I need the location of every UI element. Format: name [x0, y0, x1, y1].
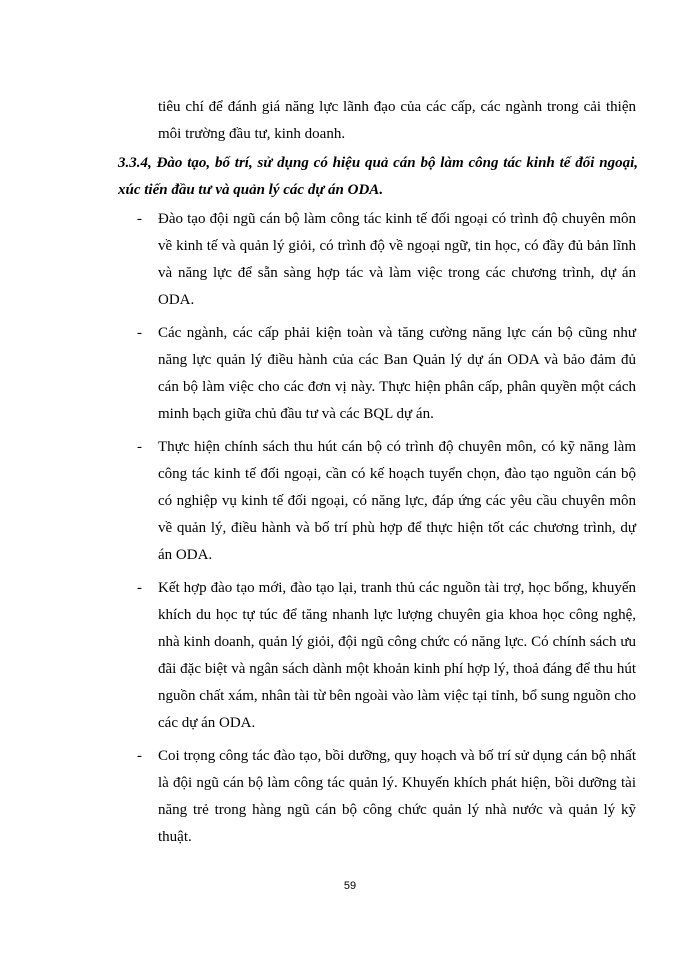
bullet-list	[0, 206, 700, 857]
list-item	[0, 434, 700, 569]
bullet-dash: -	[137, 748, 142, 764]
list-item-text: Thực hiện chính sách thu hút cán bộ có trình độ chuyên môn, có kỹ năng làm công tác kinh tế đối ngoại, cần có kế hoạch tuyển chọn, đào tạo nguồn cán bộ có nghiệp vụ kinh tế đối ngoại, có năng lực, đáp ứng các yêu cầu chuyên môn về quản lý, điều hành và bố trí phù hợp để thực hiện tốt các chương trình, dự án ODA.	[158, 439, 636, 563]
bullet-dash: -	[137, 580, 142, 596]
lead-paragraph: tiêu chí để đánh giá năng lực lãnh đạo của các cấp, các ngành trong cải thiện môi trường đầu tư, kinh doanh.	[158, 99, 636, 142]
list-item	[0, 743, 700, 851]
bullet-dash: -	[137, 325, 142, 341]
list-item	[0, 575, 700, 737]
list-item-text: Kết hợp đào tạo mới, đào tạo lại, tranh thủ các nguồn tài trợ, học bổng, khuyến khích du học tự túc để tăng nhanh lực lượng chuyên gia khoa học công nghệ, nhà kinh doanh, quản lý giỏi, đội ngũ công chức có năng lực. Có chính sách ưu đãi đặc biệt và ngân sách dành một khoản kinh phí hợp lý, thoả đáng để thu hút nguồn chất xám, nhân tài từ bên ngoài vào làm việc tại tỉnh, bổ sung nguồn cho các dự án ODA.	[158, 580, 636, 731]
list-item	[0, 206, 700, 314]
section-heading: 3.3.4, Đào tạo, bố trí, sử dụng có hiệu quả cán bộ làm công tác kinh tế đối ngoại, xúc tiến đầu tư và quản lý các dự án ODA.	[118, 155, 638, 198]
bullet-dash: -	[137, 439, 142, 455]
page-number: 59	[343, 880, 357, 892]
list-item-text: Các ngành, các cấp phải kiện toàn và tăng cường năng lực cán bộ cũng như năng lực quản lý điều hành của các Ban Quản lý dự án ODA và bảo đảm đủ cán bộ làm việc cho các đơn vị này. Thực hiện phân cấp, phân quyền một cách minh bạch giữa chủ đầu tư và các BQL dự án.	[158, 325, 636, 422]
list-item	[0, 320, 700, 428]
list-item-text: Coi trọng công tác đào tạo, bồi dưỡng, quy hoạch và bố trí sử dụng cán bộ nhất là đội ngũ cán bộ làm công tác quản lý. Khuyến khích phát hiện, bồi dưỡng tài năng trẻ trong hàng ngũ cán bộ công chức quản lý nhà nước và quản lý kỹ thuật.	[158, 748, 636, 845]
bullet-dash: -	[137, 211, 142, 227]
list-item-text: Đào tạo đội ngũ cán bộ làm công tác kinh tế đối ngoại có trình độ chuyên môn về kinh tế và quản lý giỏi, có trình độ về ngoại ngữ, tin học, có đầy đủ bản lĩnh và năng lực để sẵn sàng hợp tác và làm việc trong các chương trình, dự án ODA.	[158, 211, 636, 308]
